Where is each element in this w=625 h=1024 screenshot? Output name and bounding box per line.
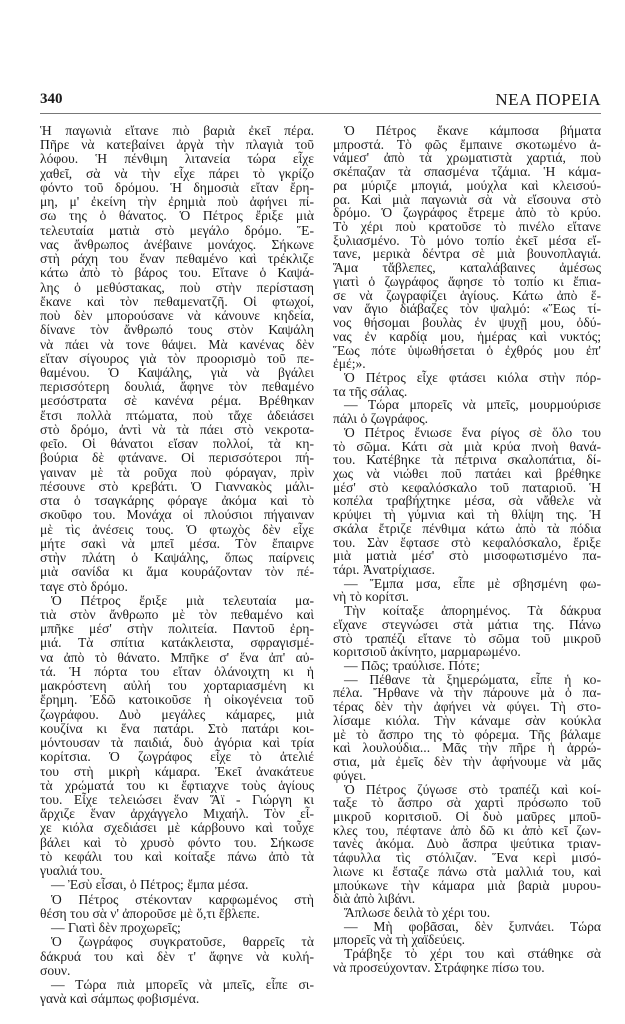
text-line: στὴν πλάτη ὁ Καψάλης, ὅπως παίρνεις — [40, 550, 314, 566]
text-line: τά. Ἡ πόρτα του εἴταν ὀλάνοιχτη κι ἡ — [40, 663, 314, 679]
paragraph — [333, 659, 601, 673]
text-line: ἔτσι πολλὰ πτώματα, ποὺ τἄχε ἀδειάσει — [40, 407, 314, 423]
text-line: του. Σὰν ἔφτασε στὸ κεφαλόσκαλο, ἔριξε — [333, 534, 601, 550]
text-line: γυαλιά του. — [40, 863, 103, 879]
paragraph — [333, 426, 601, 577]
text-line: ἔρημη. Ἐδῶ κατοικοῦσε ἡ οἰκογένεια τοῦ — [40, 692, 314, 708]
text-line: σκάλα ἔτριζε πένθιμα κάτω ἀπὸ τὰ πόδια — [333, 520, 601, 536]
text-line: σκέπαζαν τὰ σπασμένα τζάμια. Ἡ κάμα- — [333, 164, 601, 180]
text-line: ξυλιασμένο. Τὸ μόνο τοπίο ἐκεῖ μέσα εἴ- — [333, 232, 601, 248]
text-line: γανὰ καὶ σάμπως φοβισμένα. — [40, 991, 200, 1007]
text-line: χε κιόλα σχεδιάσει μὲ κάρβουνο καὶ τοὖχε — [40, 820, 314, 836]
text-line: βούρια δὲ φτάνανε. Οἱ περισσότεροι πή- — [40, 450, 314, 466]
text-line: — Τώρα πιὰ μπορεῖς νὰ μπεῖς, εἶπε σι- — [51, 977, 314, 993]
text-line: μὲ τὸ ἄσπρο της τὸ φόρεμα. Τῆς βάλαμε — [333, 726, 601, 742]
text-line: Ὁ Πέτρος ζύγωσε στὸ τραπέζι καὶ κοί- — [344, 781, 601, 797]
text-line: στὸ δρόμο, ἀντὶ νὰ τὰ πάει στὸ νεκροτα- — [40, 421, 314, 437]
paragraph — [333, 577, 601, 604]
text-line: κάτω ἀπὸ τὸ βάρος του. Εἴτανε ὁ Καψά- — [40, 265, 314, 281]
text-line: δίνανε τὸν ἄνθρωπό τους στὸν Καψάλη — [40, 322, 314, 338]
text-line: διὰ ἀπὸ λιβάνι. — [333, 891, 416, 907]
text-line: φεῖο. Οἱ θάνατοι εἴσαν πολλοί, τὰ κη- — [40, 436, 314, 452]
paragraph — [40, 935, 314, 978]
text-line: πέλα. Ἤρθανε νὰ τὴν πάρουνε μὰ ὁ πα- — [333, 685, 601, 701]
header-rule — [40, 113, 601, 114]
text-line: λης ὁ μεθύστακας, ποὺ στὴν περίσταση — [40, 279, 314, 295]
text-line: Πῆρε νὰ κατεβαίνει ἀργὰ τὴν πλαγιὰ τοῦ — [40, 137, 314, 153]
text-line: — Τώρα μπορεῖς νὰ μπεῖς, μουρμούρισε — [344, 397, 601, 413]
text-line: καὶ λουλούδια... Μᾶς τὴν πῆρε ἡ ἀρρώ- — [333, 740, 601, 756]
paragraph — [333, 920, 601, 947]
text-line: νας ἐν καρδίᾳ μου, ἡμέρας καὶ νυκτός; — [333, 328, 601, 344]
text-line: γιατὶ ὁ ζωγράφος ἄφησε τὸ τοπίο κι ἔπια- — [333, 273, 601, 289]
text-line: τελευταία ματιὰ στὸ μεγάλο δρόμο. Ἕ- — [40, 222, 314, 238]
paragraph — [333, 124, 601, 371]
text-line: ταξε τὸ ἄσπρο σὰ χαρτὶ πρόσωπο τοῦ — [333, 795, 601, 811]
text-line: λιωνε κι ἔσταζε πάνω στὰ μαλλιά του, καὶ — [333, 863, 601, 879]
text-line: — Γιατὶ δὲν προχωρεῖς; — [51, 920, 181, 936]
text-line: θαμένου. Ὁ Καψάλης, γιὰ νὰ βγάλει — [40, 364, 314, 380]
text-line: φόντο τοῦ δρόμου. Ἡ δημοσιὰ εἴταν ἔρη- — [40, 179, 314, 195]
text-line: Ὁ ζωγράφος συγκρατοῦσε, θαρρεῖς τὰ — [51, 934, 314, 950]
text-line: θέση του σὰ ν' ἀποροῦσε μὲ ὅ,τι ἔβλεπε. — [40, 905, 260, 921]
text-line: Ἅμα τἄβλεπες, καταλάβαινες ἀμέσως — [333, 260, 601, 276]
text-line: κοπέλα τραβήχτηκε μέσα, σὰ νἄθελε νὰ — [333, 493, 601, 509]
text-line: — Πῶς; τραύλισε. Πότε; — [344, 658, 480, 674]
text-line: στὸ τραπέζι εἴτανε τὸ σῶμα τοῦ μικροῦ — [333, 630, 601, 646]
text-line: νάμεσ' ἀπὸ τὰ χρωματιστὰ χαρτιά, ποὺ — [333, 150, 601, 166]
text-line: λόφου. Ἡ πένθιμη λιτανεία τώρα εἶχε — [40, 151, 314, 167]
text-line: τανε, μερικὰ δέντρα σὲ μιὰ βουνοπλαγιά. — [333, 246, 601, 262]
text-line: μόντουσαν τὰ παιδιά, δυὸ ἀγόρια καὶ τρία — [40, 735, 314, 751]
text-line: κρύψει τὴ γύμνια καὶ τὴ θλίψη της. Ἡ — [333, 507, 601, 523]
text-line: μπορεῖς νὰ τὴ χαϊδεύεις. — [333, 932, 466, 948]
text-line: χαθεῖ, σὰ νὰ τὴν εἶχε πάρει τὸ γκρίζο — [40, 165, 314, 181]
text-line: Ὁ Πέτρος ἔκανε κάμποσα βήματα — [344, 123, 601, 138]
text-line: Ὁ Πέτρος εἶχε φτάσει κιόλα στὴν πόρ- — [344, 369, 601, 385]
text-line: ποὺ δὲν μπορούσανε νὰ κάνουνε κηδεία, — [40, 308, 314, 324]
text-line: πέσουνε στὸ κρεβάτι. Ὁ Γιαννακὸς μάλι- — [40, 478, 314, 494]
text-line: νας ἄνθρωπος ἀνέβαινε μονάχος. Σήκωνε — [40, 236, 314, 252]
text-line: νὴ τὸ κορίτσι. — [333, 589, 409, 605]
paragraph — [40, 978, 314, 1006]
text-line: σω της ὁ θάνατος. Ὁ Πέτρος ἔριξε μιὰ — [40, 208, 314, 224]
text-line: μπῆκε μέσ' στὴν πολιτεία. Παντοῦ ἐρη- — [40, 621, 314, 637]
text-line: Ὁ Πέτρος στέκονταν καρφωμένος στὴ — [51, 891, 314, 907]
text-line: κουζίνα κι ἕνα πατάρι. Στὸ πατάρι κοι- — [40, 720, 314, 736]
text-line: μιά. Τὰ σπίτια κατάκλειστα, σφραγισμέ- — [40, 635, 314, 651]
text-line: Τὸ χέρι ποὺ κρατοῦσε τὸ πινέλο εἴτανε — [333, 219, 601, 235]
text-line: ναν ἅγιο διάβαζες τὸν ψαλμό: «Ἕως τί- — [333, 301, 601, 317]
text-line: κορίτσια. Ὁ ζωγράφος εἶχε τὸ ἀτελιέ — [40, 749, 314, 765]
text-line: σκοῦφο του. Μονάχα οἱ πλούσιοι πήγαιναν — [40, 507, 314, 523]
paragraph — [40, 124, 314, 594]
text-line: ἐμέ;». — [333, 356, 366, 372]
text-line: τάρι. Ἀνατρίχιασε. — [333, 562, 436, 577]
text-line: μὲ τὶς ἀνέσεις τους. Ὁ φτωχὸς δὲν εἶχε — [40, 521, 314, 537]
text-line: σε νὰ ζωγραφίζει ἁγίους. Κάτω ἀπὸ ἕ- — [333, 287, 601, 303]
text-line: Τὴν κοίταξε ἀπορημένος. Τὰ δάκρυα — [344, 603, 601, 619]
text-line: χως νὰ νιώθει ποῦ πατάει καὶ βρέθηκε — [333, 465, 601, 481]
text-line: νὰ προσεύχονταν. Στράφηκε πίσω του. — [333, 959, 545, 975]
text-line: εἴταν σίγουρος γιὰ τὸν προορισμὸ τοῦ πε- — [40, 350, 314, 366]
text-line: του. Εἶχε τελειώσει ἕναν Ἅϊ - Γιώργη κι — [40, 792, 314, 808]
text-line: ζωγράφου. Δυὸ μεγάλες κάμαρες, μιὰ — [40, 706, 314, 722]
text-line: τιὰ στὸν ἄνθρωπο μὲ τὸν πεθαμένο καὶ — [40, 606, 314, 622]
text-line: τέρας δὲν τὴν ἀφήνει νὰ φύγει. Τὴ στο- — [333, 699, 601, 715]
text-line: ἄρχιζε ἕναν ἀρχάγγελο Μιχαήλ. Τὸν εἶ- — [40, 806, 314, 822]
text-line: μεσόστρατα σὲ κανένα ρέμα. Βρέθηκαν — [40, 393, 314, 409]
paragraph — [333, 604, 601, 659]
text-line: Τράβηξε τὸ χέρι του καὶ στάθηκε σὰ — [344, 946, 601, 962]
text-line: στὴ ράχη του ἕναν πεθαμένο καὶ τρέκλιζε — [40, 251, 314, 267]
text-line: Ἅπλωσε δειλὰ τὸ χέρι του. — [344, 904, 491, 920]
text-column-left — [40, 124, 314, 1007]
text-line: Ἕως πότε ὑψωθήσεται ὁ ἐχθρός μου ἐπ' — [333, 342, 601, 358]
paragraph — [40, 594, 314, 879]
text-line: μιὰ ματιὰ μέσ' στὸ μισοφωτισμένο πα- — [333, 548, 601, 564]
text-line: ταγε στὸ δρόμο. — [40, 578, 128, 594]
text-line: — Ἔμπα μσα, εἶπε μὲ σβησμένη φω- — [344, 575, 601, 591]
text-line: ἔκανε καὶ τὸν πεθαμενατζῆ. Οἱ φτωχοί, — [40, 293, 314, 309]
paragraph — [333, 947, 601, 974]
text-line: τὰ χρώματά του κι ἔφτιαχνε τοὺς ἁγίους — [40, 777, 314, 793]
text-line: νὰ πάει νὰ τονε θάψει. Μὰ κανένας δὲν — [40, 336, 314, 352]
paragraph — [333, 783, 601, 906]
paragraph — [333, 371, 601, 398]
text-line: — Μὴ φοβᾶσαι, δὲν ξυπνάει. Τώρα — [344, 918, 601, 934]
paragraph — [333, 673, 601, 783]
paragraph — [40, 893, 314, 921]
text-line: σουν. — [40, 962, 71, 978]
paragraph — [40, 878, 314, 892]
text-line: να ἀπὸ τὸ θάνατο. Μπῆκε σ' ἕνα ἀπ' αὐ- — [40, 649, 314, 665]
text-line: δρόμο. Ὁ ζωγράφος ἔτρεμε ἀπὸ τὸ κρύο. — [333, 205, 601, 221]
text-line: κοριτσιοῦ ἀκίνητο, μαρμαρωμένο. — [333, 644, 521, 660]
text-line: λίσαμε κιόλα. Τὴν κάναμε σὰν κούκλα — [333, 712, 601, 728]
text-line: Ὁ Πέτρος ἔριξε μιὰ τελευταία μα- — [51, 592, 314, 608]
text-line: δάκρυά του καὶ δὲν τ' ἄφηνε νὰ κυλή- — [40, 948, 314, 964]
journal-title: ΝΕΑ ΠΟΡΕΙΑ — [495, 90, 601, 109]
text-line: μήτε σακὶ νὰ μπεῖ μέσα. Τὸν ἔπαιρνε — [40, 535, 314, 551]
text-line: εἴχανε στεγνώσει στὰ μάτια της. Πάνω — [333, 616, 601, 632]
text-line: φύγει. — [333, 767, 367, 783]
text-line: μικροῦ κοριτσιοῦ. Οἱ δυὸ μαῦρες μποῦ- — [333, 808, 601, 824]
text-column-right — [333, 124, 601, 975]
text-line: Ὁ Πέτρος ἔνιωσε ἕνα ρίγος σὲ ὅλο του — [344, 424, 601, 440]
text-line: του. Κατέβηκε τὰ πέτρινα σκαλοπάτια, δί- — [333, 452, 601, 468]
text-line: γαιναν μὲ τὰ ροῦχα ποὺ φόραγαν, πρὶν — [40, 464, 314, 480]
text-line: ρα μύριζε μπογιά, μούχλα καὶ κλεισού- — [333, 177, 601, 193]
text-line: τάφυλλα τὶς στόλιζαν. Ἕνα κερὶ μισό- — [333, 850, 601, 866]
paragraph — [40, 921, 314, 935]
text-line: — Πέθανε τὰ ξημερώματα, εἶπε ἡ κο- — [344, 671, 601, 687]
paragraph — [333, 906, 601, 920]
text-line: νος θήσομαι βουλὰς ἐν ψυχῇ μου, ὀδύ- — [333, 315, 601, 331]
text-line: τα τῆς σάλας. — [333, 383, 408, 399]
text-line: κλες του, πέφτανε ἀπὸ δῶ κι ἀπὸ κεῖ ζων- — [333, 822, 601, 838]
text-line: μπούκωνε τὴν κάμαρα μιὰ βαριὰ μυρου- — [333, 877, 601, 893]
text-line: ρα. Καὶ μιὰ παγωνιὰ σὰ νὰ εἴσουνα στὸ — [333, 191, 601, 207]
page-number: 340 — [40, 91, 63, 107]
text-line: μακρόστενη αὐλή του χορταριασμένη κι — [40, 678, 314, 694]
text-line: μέσ' στὸ κεφαλόσκαλο τοῦ παταριοῦ. Ἡ — [333, 479, 601, 495]
text-line: — Ἐσὺ εἶσαι, ὁ Πέτρος; ἔμπα μέσα. — [51, 877, 249, 893]
text-line: του στὴ μικρὴ κάμαρα. Ἐκεῖ ἀνακάτευε — [40, 763, 314, 779]
text-line: τὸ κεφάλι του καὶ κοίταξε πάνω ἀπὸ τὰ — [40, 848, 314, 864]
text-line: μιὰ σανίδα κι ἅμα κουράζονταν τὸν πέ- — [40, 564, 314, 580]
text-line: τὸ σῶμα. Κάτι σὰ μιὰ κρύα πνοὴ θανά- — [333, 438, 601, 454]
text-line: μπροστά. Τὸ φῶς ἔμπαινε σκοτωμένο ἀ- — [333, 136, 601, 152]
text-line: τανὲς ἀκόμα. Δυὸ ἄσπρα ψεύτικα τριαν- — [333, 836, 601, 852]
text-line: περισσότερη δουλιά, ἄφηνε τὸν πεθαμένο — [40, 379, 314, 395]
text-line: Ἡ παγωνιὰ εἴτανε πιὸ βαριὰ ἐκεῖ πέρα. — [40, 123, 314, 138]
text-line: βάλει καὶ τὸ χρυσὸ φόντο του. Σήκωσε — [40, 834, 314, 850]
paragraph — [333, 398, 601, 425]
text-line: στα ὁ τσαγκάρης φόραγε ἀκόμα καὶ τὸ — [40, 493, 314, 509]
text-line: πάλι ὁ ζωγράφος. — [333, 411, 429, 427]
text-line: μη, μ' ἐκείνη τὴν ἐρημιὰ ποὺ ἀφήνει πί- — [40, 194, 314, 210]
text-line: στια, μὰ ἐμεῖς δὲν τὴν ἀφήνουμε νὰ μᾶς — [333, 754, 601, 770]
